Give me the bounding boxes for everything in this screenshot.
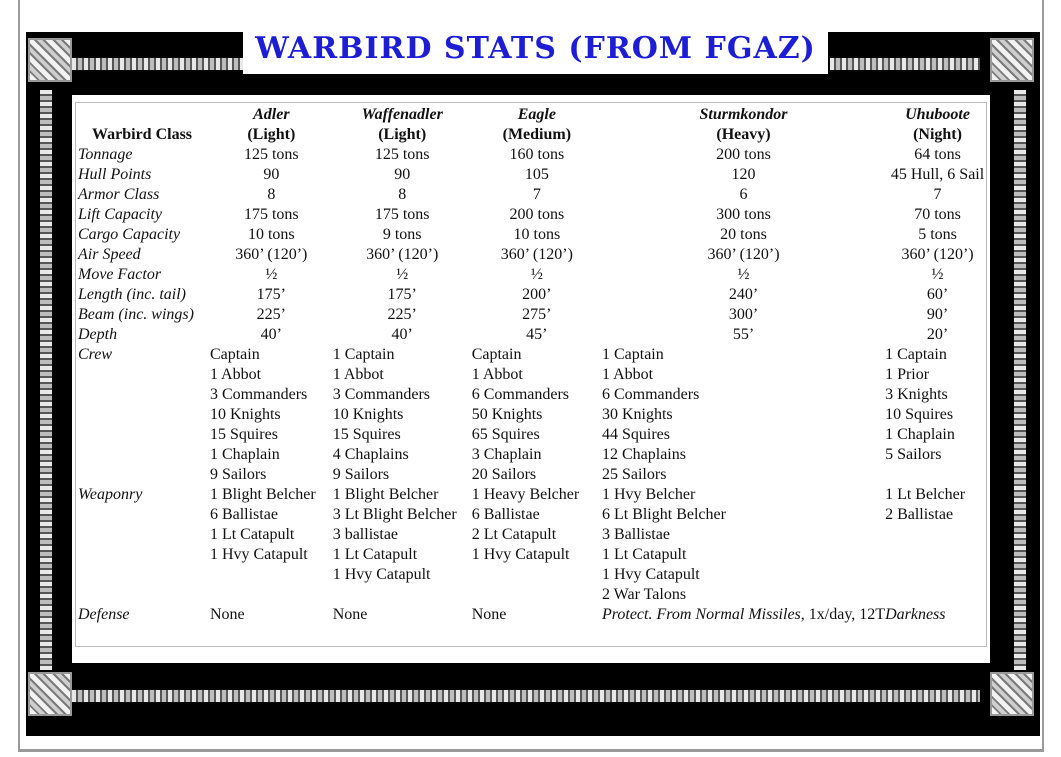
stat-value: ½ [530,266,543,283]
stat-value: 7 [933,186,942,203]
crew-value: 1 Captain [332,346,395,363]
stat-value: 225’ [387,306,417,323]
stat-value: 160 tons [509,146,565,163]
weaponry-value: 1 Lt Catapult [332,546,418,563]
weaponry-label: Weaponry [78,486,143,503]
stat-row [78,265,990,285]
stat-value: ½ [396,266,409,283]
crew-value: 3 Commanders [209,386,308,403]
warbird-class-header: Warbird Class [92,126,193,143]
weaponry-value: 6 Ballistae [209,506,278,523]
stat-value: 360’ (120’) [500,246,573,263]
frame-chain-bottom [60,690,980,702]
frame-chain-top-right [830,58,980,70]
weaponry-value: 3 Lt Blight Belcher [332,506,457,523]
crew-row [78,365,990,385]
crew-row [78,425,990,445]
frame-corner-ornament [990,672,1034,716]
crew-row [78,445,990,465]
stat-value: 9 tons [382,226,422,243]
stat-label: Armor Class [78,186,160,203]
page-title: WARBIRD STATS (FROM FGAZ) [255,30,816,66]
crew-value: 10 Knights [209,406,281,423]
weaponry-value: 1 Hvy Catapult [471,546,570,563]
stat-value: 275’ [522,306,552,323]
crew-value: Captain [471,346,522,363]
stat-value: 10 tons [247,226,295,243]
crew-value: 6 Commanders [471,386,570,403]
crew-label: Crew [78,346,113,363]
stat-label: Depth [78,326,118,343]
stat-value: 90 [394,166,411,183]
stat-label: Beam (inc. wings) [78,306,194,323]
crew-label [78,385,210,405]
crew-label [78,465,210,485]
weaponry-label [78,525,210,545]
crew-value: 44 Squires [601,426,670,443]
crew-value: 3 Commanders [332,386,431,403]
stat-row [78,185,990,205]
crew-label [78,445,210,465]
crew-value: 1 Captain [885,346,947,363]
stat-value: 120 [731,166,756,183]
frame-corner-ornament [990,38,1034,82]
weaponry-row [78,525,990,545]
stat-value: 360’ (120’) [235,246,308,263]
stat-row [78,305,990,325]
crew-value: 1 Abbot [601,366,654,383]
stat-value: 7 [532,186,541,203]
crew-label [78,425,210,445]
crew-value: 10 Knights [332,406,404,423]
stat-value: 175 tons [243,206,299,223]
frame-corner-ornament [28,38,72,82]
stat-row [78,225,990,245]
stat-label: Lift Capacity [78,206,162,223]
weaponry-value: 2 Ballistae [885,506,954,523]
weaponry-row [78,565,990,585]
weaponry-label [78,545,210,565]
stat-value: 200 tons [716,146,771,163]
crew-value: 4 Chaplains [332,446,409,463]
stat-value: 200 tons [509,206,565,223]
crew-value: 1 Abbot [209,366,262,383]
crew-row [78,345,990,365]
stat-row [78,165,990,185]
stat-value: 175 tons [374,206,430,223]
crew-value: 9 Sailors [209,466,267,483]
weaponry-label [78,505,210,525]
weaponry-value: 2 War Talons [601,586,687,603]
weaponry-value: 1 Hvy Belcher [601,486,696,503]
crew-value: 3 Chaplain [471,446,542,463]
weaponry-value: 1 Lt Catapult [601,546,687,563]
weaponry-value: 1 Hvy Catapult [601,566,700,583]
defense-rest-text: , 1x/day, 12T [800,606,886,623]
weaponry-value: 3 Ballistae [601,526,670,543]
weaponry-value: 1 Lt Catapult [209,526,295,543]
stat-value: 5 tons [918,226,957,243]
stat-row [78,145,990,165]
crew-value: 1 Captain [601,346,664,363]
frame-chain-top [60,58,243,70]
defense-value: None [332,606,368,623]
stat-row [78,245,990,265]
crew-value: 9 Sailors [332,466,390,483]
weaponry-value [472,585,602,605]
stat-value: 8 [398,186,407,203]
stat-row [78,205,990,225]
stat-value: 175’ [256,286,286,303]
stat-label: Air Speed [78,246,141,263]
crew-value: 50 Knights [471,406,543,423]
stat-value: 105 [524,166,549,183]
defense-italic-text: Protect. From Normal Missiles [601,606,801,623]
stat-row [78,325,990,345]
stat-value: 40’ [260,326,282,343]
crew-row [78,465,990,485]
weaponry-value: 1 Hvy Catapult [332,566,431,583]
crew-label [78,365,210,385]
crew-value: 30 Knights [601,406,673,423]
column-header-sturmkondor: Sturmkondor (Heavy) [699,106,788,143]
crew-value: 1 Prior [885,366,930,383]
frame-corner-ornament [28,672,72,716]
defense-row [78,605,990,625]
stat-value: 40’ [391,326,413,343]
weaponry-value [472,565,602,585]
crew-value: 1 Abbot [332,366,384,383]
weaponry-value [210,565,333,585]
stat-value: 20’ [926,326,949,343]
stat-value: 200’ [522,286,552,303]
stat-value: 300 tons [716,206,771,223]
defense-value: None [471,606,507,623]
stat-label: Move Factor [78,266,162,283]
weaponry-label [78,585,210,605]
weaponry-value: 3 ballistae [332,526,399,543]
crew-value: 65 Squires [471,426,540,443]
stat-value: 20 tons [720,226,767,243]
weaponry-value: 6 Lt Blight Belcher [601,506,726,523]
weaponry-value [210,585,333,605]
weaponry-value: 6 Ballistae [471,506,540,523]
frame-chain-left [40,90,52,670]
stat-value: 8 [267,186,276,203]
column-header-adler: Adler (Light) [247,106,296,143]
crew-value: 3 Knights [885,386,948,403]
weaponry-value: 2 Lt Catapult [471,526,557,543]
header-row [78,105,990,145]
weaponry-value [885,585,990,605]
weaponry-value [885,525,990,545]
stat-label: Length (inc. tail) [78,286,186,303]
defense-value: None [209,606,245,623]
stat-label: Tonnage [78,146,133,163]
crew-value: 15 Squires [332,426,401,443]
stat-value: 225’ [256,306,286,323]
stat-value: 64 tons [914,146,961,163]
weaponry-value: 1 Lt Belcher [885,486,966,503]
defense-value [602,605,885,625]
stat-value: 6 [739,186,748,203]
weaponry-row [78,545,990,565]
crew-label [78,405,210,425]
stat-value: 300’ [728,306,759,323]
crew-value: 6 Commanders [601,386,700,403]
stat-value: 360’ (120’) [366,246,439,263]
crew-value: 1 Chaplain [885,426,955,443]
stat-value: ½ [737,266,750,283]
stat-value: 45’ [526,326,548,343]
stat-value: 90 [263,166,280,183]
column-header-waffenadler: Waffenadler (Light) [361,106,443,143]
column-header-uhuboote: Uhuboote (Night) [905,106,970,143]
stat-value: 70 tons [914,206,961,223]
stats-panel [72,95,990,663]
crew-value: 20 Sailors [471,466,537,483]
stat-value: 175’ [387,286,417,303]
weaponry-row [78,485,990,505]
crew-value: 15 Squires [209,426,278,443]
stat-value: 125 tons [374,146,430,163]
defense-value: Darkness [885,606,946,623]
crew-value: 5 Sailors [885,446,942,463]
column-header-eagle: Eagle (Medium) [502,106,572,143]
crew-value [885,465,990,485]
crew-value: 10 Squires [885,406,954,423]
weaponry-value: 1 Blight Belcher [332,486,439,503]
weaponry-value [885,545,990,565]
warbird-stats-table [78,105,990,625]
stat-value: 90’ [926,306,949,323]
stat-value: 240’ [728,286,759,303]
crew-value: 12 Chaplains [601,446,686,463]
stat-value: 360’ (120’) [707,246,780,263]
stat-value: ½ [265,266,278,283]
stat-label: Hull Points [78,166,152,183]
crew-value: 25 Sailors [601,466,667,483]
crew-value: 1 Chaplain [209,446,280,463]
weaponry-value [885,565,990,585]
stat-value: 125 tons [243,146,299,163]
crew-row [78,405,990,425]
weaponry-value: 1 Hvy Catapult [209,546,308,563]
stat-value: ½ [931,266,944,283]
stat-row [78,285,990,305]
defense-label: Defense [78,606,130,623]
frame-chain-right [1014,90,1026,670]
weaponry-label [78,565,210,585]
weaponry-value: 1 Blight Belcher [209,486,316,503]
stat-value: 10 tons [513,226,561,243]
weaponry-row [78,585,990,605]
stat-value: 360’ (120’) [901,246,974,263]
weaponry-value [333,585,472,605]
stat-value: 55’ [732,326,755,343]
crew-value: 1 Abbot [471,366,523,383]
stat-value: 60’ [926,286,949,303]
stat-value: 45 Hull, 6 Sail [890,166,985,183]
stat-label: Cargo Capacity [78,226,181,243]
crew-row [78,385,990,405]
weaponry-value: 1 Heavy Belcher [471,486,580,503]
title-banner [243,22,828,74]
crew-value: Captain [209,346,260,363]
weaponry-row [78,505,990,525]
